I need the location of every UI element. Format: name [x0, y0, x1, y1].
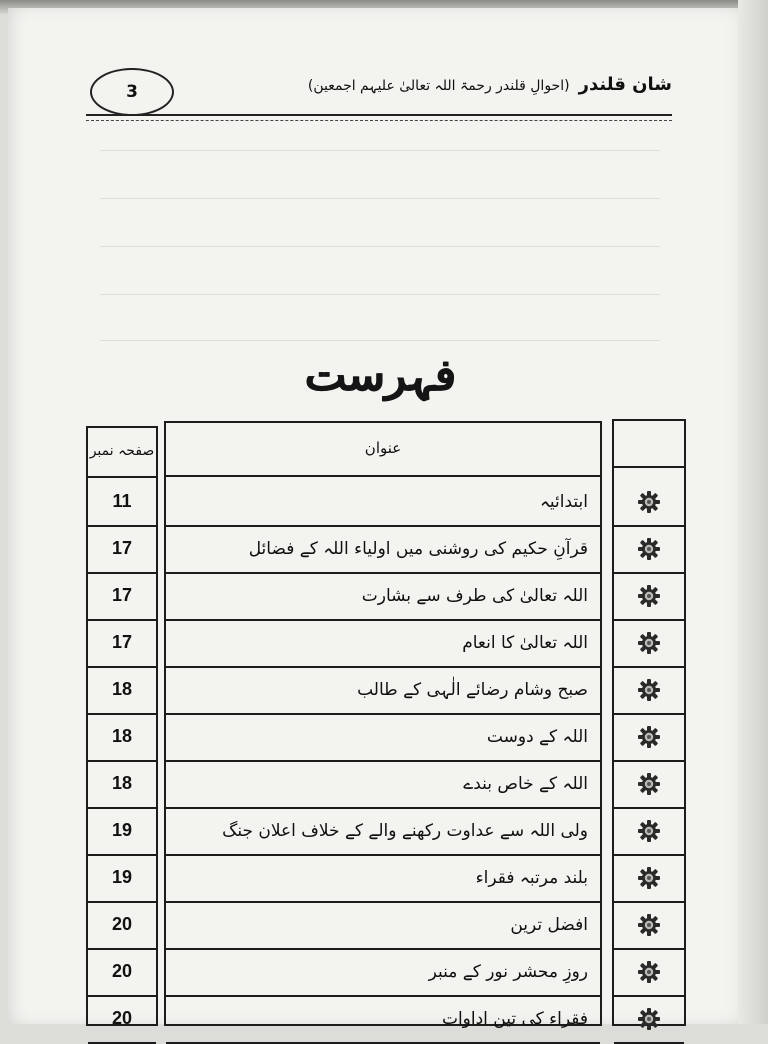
flower-bullet-icon	[612, 807, 686, 854]
column-header-title: عنوان	[164, 421, 602, 477]
index-entry-title: صبح وشام رضائے الٰہی کے طالب	[357, 680, 588, 700]
flower-bullet-icon	[612, 948, 686, 995]
book-title: شان قلندر	[578, 74, 672, 95]
index-page-number: 17	[111, 632, 133, 652]
index-entry-title: اللہ کے خاص بندے	[463, 774, 588, 794]
flower-bullet-icon	[612, 619, 686, 666]
bleed-through-line	[100, 294, 660, 295]
index-page-number: 20	[111, 961, 133, 981]
index-entry-title: قرآنِ حکیم کی روشنی میں اولیاء اللہ کے فضائل	[248, 539, 588, 559]
index-page-number: 19	[111, 820, 133, 840]
index-page-number: 20	[111, 1008, 133, 1028]
index-page-number: 18	[111, 679, 133, 699]
header-rule	[86, 114, 672, 121]
running-header	[180, 74, 672, 104]
flower-bullet-icon	[612, 478, 686, 525]
index-entry-title: فقراء کی تین اداوات	[441, 1008, 588, 1029]
flower-bullet-icon	[612, 995, 686, 1042]
flower-bullet-icon	[612, 572, 686, 619]
page-number: 3	[90, 68, 174, 116]
flower-bullet-icon	[612, 713, 686, 760]
index-entry-title: اللہ تعالیٰ کی طرف سے بشارت	[361, 586, 588, 606]
flower-bullet-icon	[612, 666, 686, 713]
book-subtitle: (احوالِ قلندر رحمۃ اللہ تعالیٰ علیہم اجمعین)	[307, 78, 570, 94]
flower-bullet-icon	[612, 901, 686, 948]
index-entry-title: بلند مرتبہ فقراء	[475, 868, 588, 888]
bleed-through-line	[100, 340, 660, 341]
index-entry-title: افضل ترین	[510, 914, 588, 935]
index-entry-title: اللہ تعالیٰ کا انعام	[462, 633, 588, 653]
index-page-number: 20	[111, 914, 133, 934]
index-entry-title: ابتدائیہ	[539, 492, 588, 512]
index-entry-title: روزِ محشر نور کے منبر	[428, 962, 588, 982]
index-entry-title: ولی اللہ سے عداوت رکھنے والے کے خلاف اعلان جنگ	[222, 821, 588, 841]
flower-bullet-icon	[612, 760, 686, 807]
index-page-number: 11	[112, 491, 132, 511]
index-page-number: 18	[111, 726, 133, 746]
bleed-through-line	[100, 150, 660, 151]
bleed-through-line	[100, 198, 660, 199]
index-page-number: 18	[111, 773, 133, 793]
flower-bullet-icon	[612, 525, 686, 572]
index-page-number: 19	[111, 867, 133, 887]
bleed-through-line	[100, 246, 660, 247]
index-entry-title: اللہ کے دوست	[486, 727, 588, 747]
flower-bullet-icon	[612, 854, 686, 901]
index-page-number: 17	[111, 585, 133, 605]
index-page-number: 17	[111, 538, 133, 558]
index-title: فہرست	[304, 350, 456, 401]
column-header-bullet	[612, 419, 686, 468]
column-header-page: صفحہ نمبر	[86, 426, 158, 478]
page-gutter-shadow	[738, 0, 768, 1024]
